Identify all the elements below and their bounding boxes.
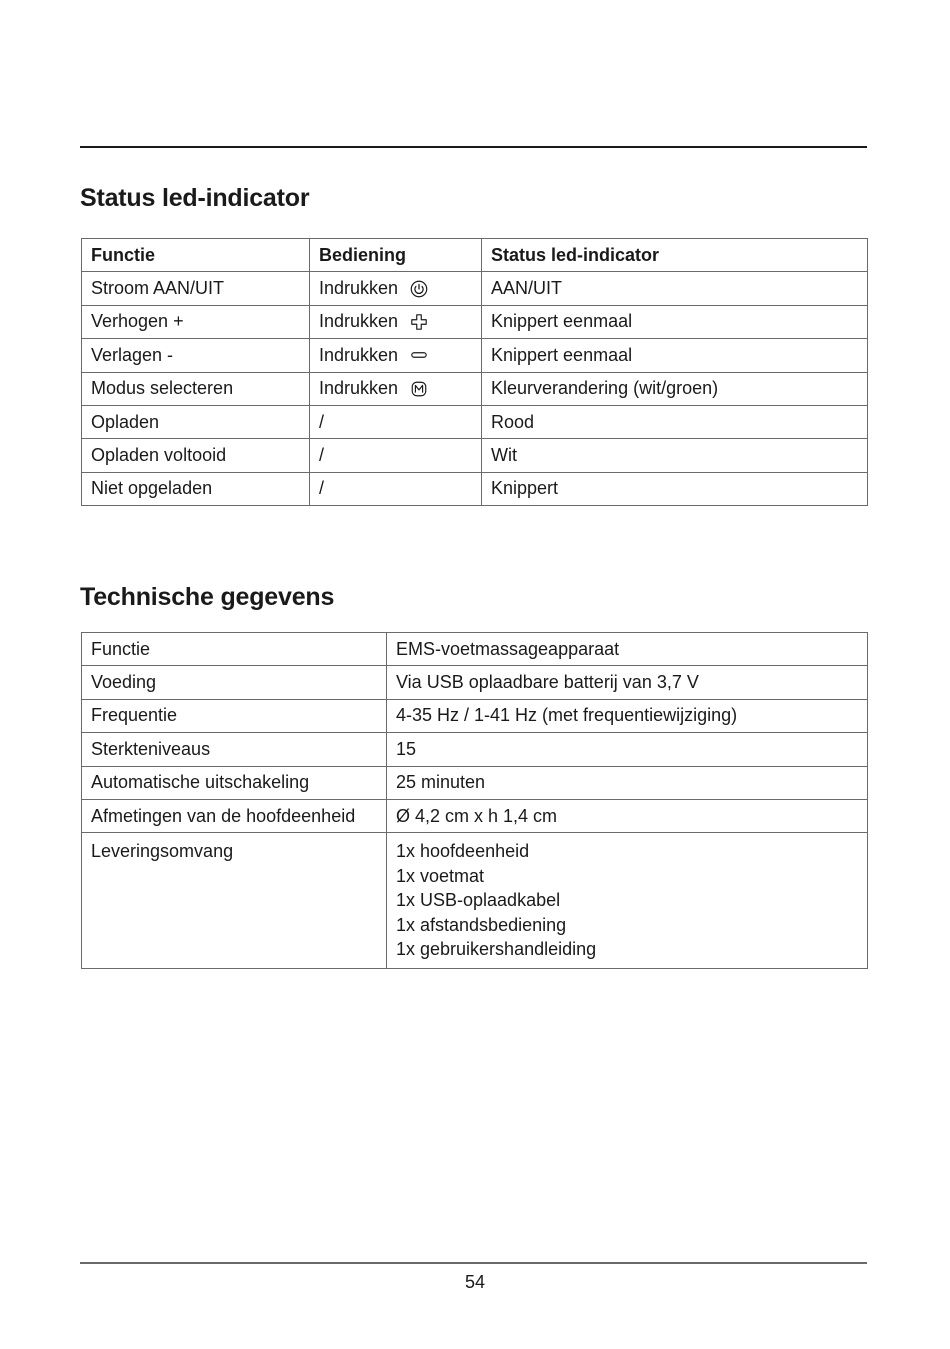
table-row	[82, 733, 868, 766]
function-cell: Opladen	[82, 405, 310, 438]
table-row	[82, 833, 868, 969]
table-row	[82, 799, 868, 832]
control-text: Indrukken	[319, 278, 399, 299]
bottom-divider	[80, 1262, 867, 1264]
spec-value: Via USB oplaadbare batterij van 3,7 V	[387, 666, 868, 699]
delivery-items	[387, 833, 868, 969]
spec-value: 25 minuten	[387, 766, 868, 799]
status-cell: Kleurverandering (wit/groen)	[482, 372, 868, 405]
spec-label: Sterkteniveaus	[82, 733, 387, 766]
table-row	[82, 439, 868, 472]
control-text: Indrukken	[319, 378, 399, 399]
control-cell	[310, 305, 482, 338]
table-row	[82, 339, 868, 372]
status-cell: Knippert	[482, 472, 868, 505]
power-icon	[410, 280, 428, 298]
delivery-item: 1x afstandsbediening	[396, 914, 567, 935]
status-led-table	[81, 238, 868, 506]
top-divider	[80, 146, 867, 148]
control-text: Indrukken	[319, 344, 399, 365]
spec-label: Voeding	[82, 666, 387, 699]
table-row	[82, 372, 868, 405]
tech-section-title: Technische gegevens	[80, 583, 335, 611]
spec-value: 15	[387, 733, 868, 766]
minus-icon	[410, 346, 428, 364]
mode-icon	[410, 380, 428, 398]
function-cell: Verlagen -	[82, 339, 310, 372]
control-cell: /	[310, 439, 482, 472]
delivery-item: 1x gebruikershandleiding	[396, 939, 597, 960]
function-cell: Modus selecteren	[82, 372, 310, 405]
table-row	[82, 666, 868, 699]
table-row	[82, 699, 868, 732]
status-cell: AAN/UIT	[482, 272, 868, 305]
control-cell: /	[310, 472, 482, 505]
header-status: Status led-indicator	[482, 239, 868, 272]
tech-specs-table	[81, 632, 868, 969]
spec-value: 4-35 Hz / 1-41 Hz (met frequentiewijziging)	[387, 699, 868, 732]
table-row	[82, 472, 868, 505]
header-bediening: Bediening	[310, 239, 482, 272]
spec-label: Functie	[82, 633, 387, 666]
page-number: 54	[464, 1272, 486, 1292]
control-text: Indrukken	[319, 311, 399, 332]
header-functie: Functie	[82, 239, 310, 272]
function-cell: Opladen voltooid	[82, 439, 310, 472]
table-row	[82, 305, 868, 338]
table-row	[82, 633, 868, 666]
delivery-item: 1x voetmat	[396, 865, 485, 886]
status-section-title: Status led-indicator	[80, 184, 310, 212]
status-cell: Wit	[482, 439, 868, 472]
spec-label: Afmetingen van de hoofdeenheid	[82, 799, 387, 832]
spec-label: Frequentie	[82, 699, 387, 732]
function-cell: Verhogen +	[82, 305, 310, 338]
status-cell: Knippert eenmaal	[482, 339, 868, 372]
table-row	[82, 272, 868, 305]
table-row	[82, 405, 868, 438]
status-cell: Knippert eenmaal	[482, 305, 868, 338]
control-cell: /	[310, 405, 482, 438]
delivery-item: 1x USB-oplaadkabel	[396, 890, 561, 911]
control-cell	[310, 272, 482, 305]
control-cell	[310, 339, 482, 372]
table-row	[82, 766, 868, 799]
status-cell: Rood	[482, 405, 868, 438]
control-cell	[310, 372, 482, 405]
function-cell: Niet opgeladen	[82, 472, 310, 505]
function-cell: Stroom AAN/UIT	[82, 272, 310, 305]
plus-icon	[410, 313, 428, 331]
spec-value: Ø 4,2 cm x h 1,4 cm	[387, 799, 868, 832]
spec-label: Automatische uitschakeling	[82, 766, 387, 799]
spec-label: Leveringsomvang	[82, 833, 387, 969]
spec-value: EMS-voetmassageapparaat	[387, 633, 868, 666]
delivery-item: 1x hoofdeenheid	[396, 841, 530, 862]
table-header-row	[82, 239, 868, 272]
